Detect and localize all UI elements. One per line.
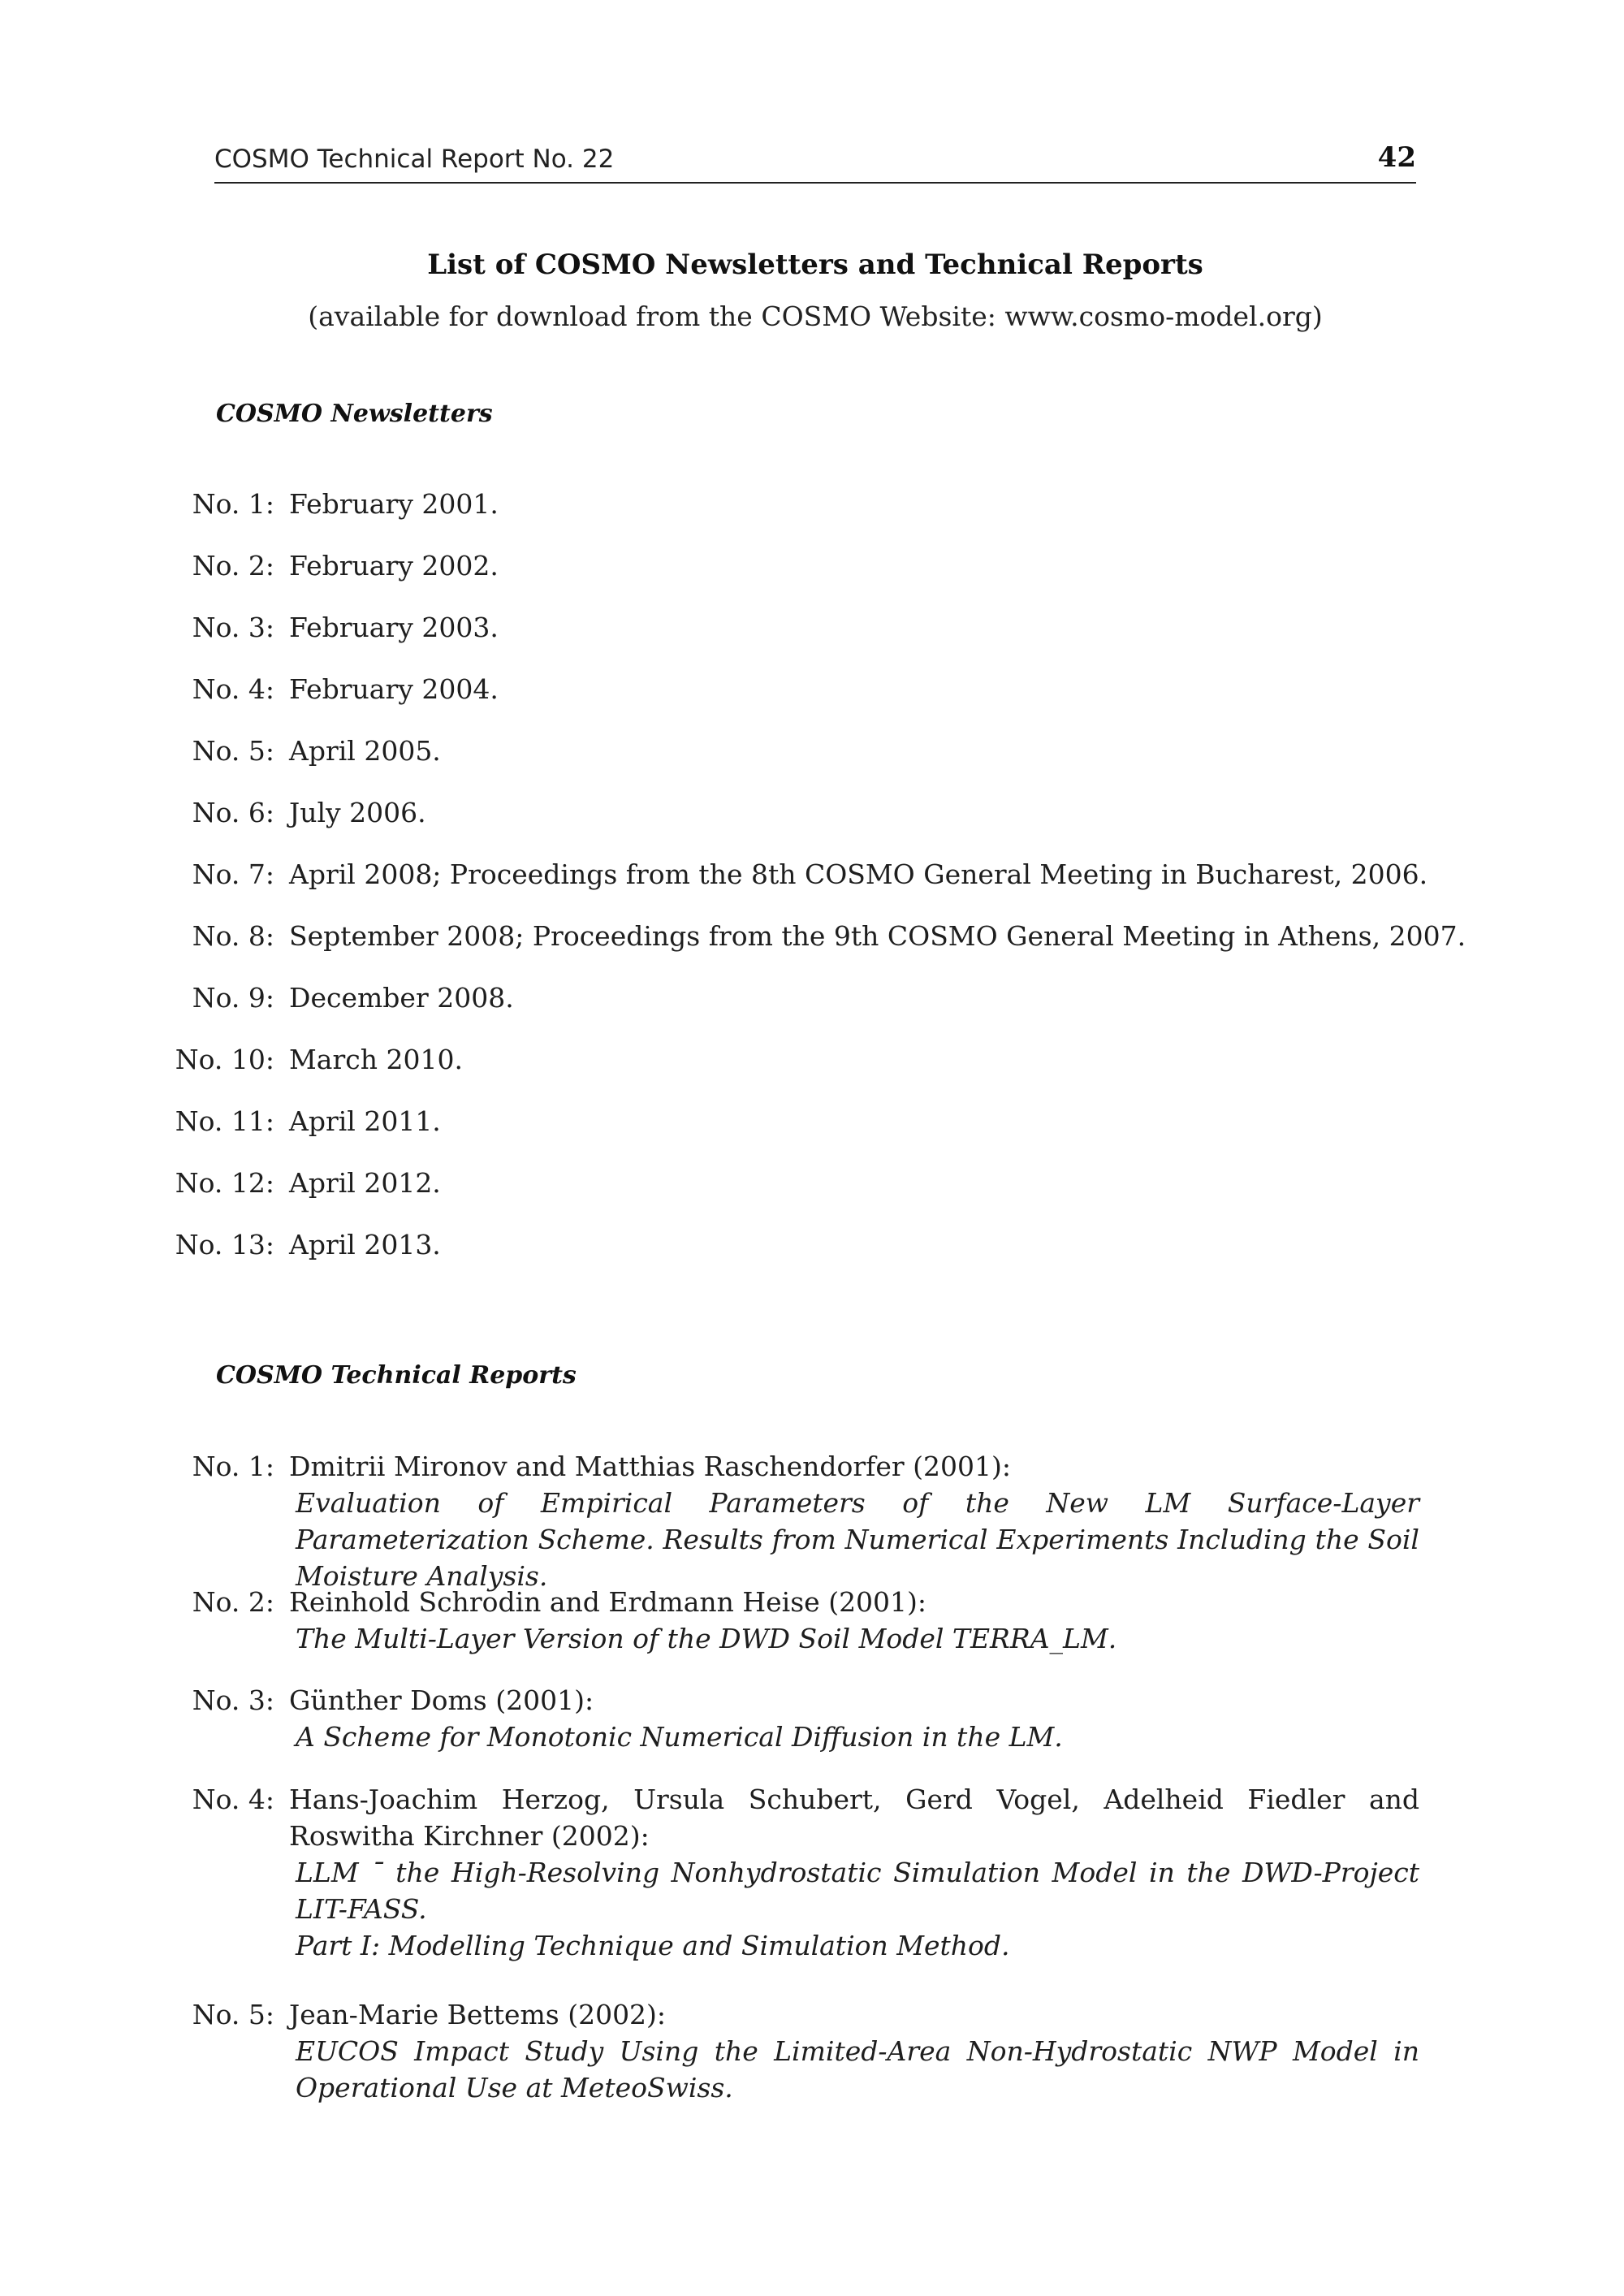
item-text: February 2003. (289, 612, 499, 643)
item-text: February 2004. (289, 673, 499, 705)
report-title-part: Part I: Modelling Technique and Simulation Method. (296, 1930, 1010, 1961)
item-number: No. 5: (192, 735, 274, 767)
list-item (0, 1167, 1624, 1203)
item-text: April 2011. (289, 1105, 441, 1137)
list-item (0, 550, 1624, 586)
item-text: July 2006. (289, 797, 426, 828)
report-title: LLM ¯ the High-Resolving Nonhydrostatic Simulation Model in the DWD-Project LIT-FASS. (296, 1857, 1419, 1925)
report-title: A Scheme for Monotonic Numerical Diffusion in the LM. (296, 1721, 1063, 1753)
list-item (0, 797, 1624, 832)
list-item (0, 1229, 1624, 1265)
list-item (0, 488, 1624, 524)
report-title: EUCOS Impact Study Using the Limited-Area Non-Hydrostatic NWP Model in Operational Use at MeteoSwiss. (296, 2035, 1419, 2104)
item-text: February 2002. (289, 550, 499, 582)
item-number: No. 8: (192, 920, 274, 952)
list-item (0, 920, 1624, 956)
list-item (0, 673, 1624, 709)
item-number: No. 10: (175, 1044, 274, 1075)
item-number: No. 9: (192, 982, 274, 1014)
item-number: No. 7: (192, 858, 274, 890)
item-number: No. 3: (192, 612, 274, 643)
running-header (214, 140, 1416, 184)
report-authors: Reinhold Schrodin and Erdmann Heise (2001): (289, 1586, 927, 1618)
item-text: March 2010. (289, 1044, 463, 1075)
technical-reports-heading: COSMO Technical Reports (216, 1361, 577, 1390)
item-number: No. 3: (192, 1684, 274, 1716)
item-number: No. 4: (192, 1784, 274, 1815)
item-text: September 2008; Proceedings from the 9th COSMO General Meeting in Athens, 2007. (289, 920, 1466, 952)
item-number: No. 4: (192, 673, 274, 705)
report-title: Evaluation of Empirical Parameters of the New LM Surface-Layer Parameterization Scheme. Results from Numerical Experiments Including the Soil Moisture Analysis. (296, 1487, 1419, 1592)
item-number: No. 11: (175, 1105, 274, 1137)
newsletters-heading: COSMO Newsletters (216, 400, 493, 428)
item-text: April 2008; Proceedings from the 8th COSMO General Meeting in Bucharest, 2006. (289, 858, 1428, 890)
report-authors: Dmitrii Mironov and Matthias Raschendorfer (2001): (289, 1451, 1011, 1482)
page-title: List of COSMO Newsletters and Technical Reports (427, 249, 1203, 281)
item-text: April 2005. (289, 735, 441, 767)
page-subtitle: (available for download from the COSMO Website: www.cosmo-model.org) (308, 301, 1323, 332)
list-item (0, 858, 1624, 894)
item-number: No. 6: (192, 797, 274, 828)
item-number: No. 2: (192, 1586, 274, 1618)
report-authors: Günther Doms (2001): (289, 1684, 594, 1716)
item-number: No. 5: (192, 1999, 274, 2030)
item-number: No. 1: (192, 488, 274, 520)
report-authors: Hans-Joachim Herzog, Ursula Schubert, Gerd Vogel, Adelheid Fiedler and Roswitha Kirchner (2002): (289, 1784, 1419, 1852)
item-number: No. 13: (175, 1229, 274, 1260)
list-item (0, 1044, 1624, 1079)
page-number: 42 (1377, 141, 1416, 174)
list-item (0, 735, 1624, 771)
item-text: February 2001. (289, 488, 499, 520)
item-text: December 2008. (289, 982, 514, 1014)
list-item (0, 1105, 1624, 1141)
item-number: No. 2: (192, 550, 274, 582)
list-item (0, 982, 1624, 1018)
item-text: April 2012. (289, 1167, 441, 1199)
item-number: No. 12: (175, 1167, 274, 1199)
report-authors: Jean-Marie Bettems (2002): (289, 1999, 667, 2030)
item-text: April 2013. (289, 1229, 441, 1260)
report-title: The Multi-Layer Version of the DWD Soil Model TERRA_LM. (296, 1623, 1117, 1654)
report-name: COSMO Technical Report No. 22 (214, 145, 615, 174)
item-number: No. 1: (192, 1451, 274, 1482)
list-item (0, 612, 1624, 647)
